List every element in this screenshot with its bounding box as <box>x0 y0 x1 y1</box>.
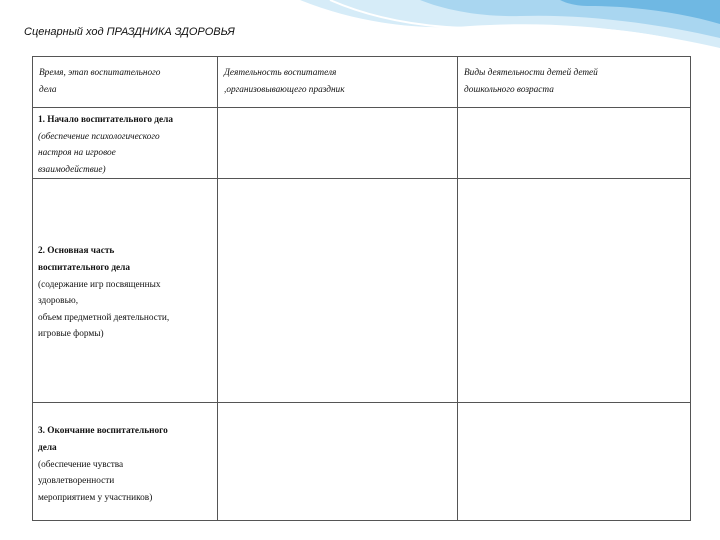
header-text: дела <box>39 84 57 95</box>
header-text: Деятельность воспитателя <box>224 68 337 78</box>
header-text: дошкольного возраста <box>464 84 554 95</box>
stage-description: объем предметной деятельности, <box>38 312 170 323</box>
children-activity-cell[interactable] <box>458 108 691 179</box>
table-row <box>33 179 691 403</box>
stage-title: 2. Основная часть <box>38 246 115 257</box>
teacher-activity-cell[interactable] <box>218 108 458 179</box>
children-activity-cell[interactable] <box>458 403 691 521</box>
stage-title: дела <box>38 442 57 453</box>
stage-description: игровые формы) <box>38 329 104 340</box>
stage-description: взаимодействие) <box>38 164 106 175</box>
header-cell-children-activity <box>458 57 691 108</box>
stage-cell <box>33 179 218 403</box>
stage-description: (содержание игр посвященных <box>38 279 161 290</box>
stage-title: воспитательного дела <box>38 262 131 273</box>
scenario-table <box>32 56 691 521</box>
table-header-row <box>33 57 691 108</box>
stage-description: (обеспечение психологического <box>38 131 160 142</box>
table-row <box>33 403 691 521</box>
teacher-activity-cell[interactable] <box>218 179 458 403</box>
slide-title: Сценарный ход ПРАЗДНИКА ЗДОРОВЬЯ <box>24 26 235 38</box>
stage-title: 1. Начало воспитательного дела <box>38 115 173 125</box>
stage-cell <box>33 108 218 179</box>
stage-description: настроя на игровое <box>38 148 116 159</box>
stage-description: удовлетворенности <box>38 476 115 487</box>
teacher-activity-cell[interactable] <box>218 403 458 521</box>
header-text: ,организовывающего праздник <box>224 84 345 95</box>
header-text: Время, этап воспитательного <box>39 68 161 78</box>
stage-title: 3. Окончание воспитательного <box>38 426 168 437</box>
header-text: Виды деятельности детей детей <box>464 68 598 78</box>
stage-description: мероприятием у участников) <box>38 492 153 503</box>
stage-description: здоровью, <box>38 296 79 307</box>
children-activity-cell[interactable] <box>458 179 691 403</box>
stage-description: (обеспечение чувства <box>38 459 124 470</box>
header-cell-teacher-activity <box>218 57 458 108</box>
table-row <box>33 108 691 179</box>
header-cell-time-stage <box>33 57 218 108</box>
stage-cell <box>33 403 218 521</box>
